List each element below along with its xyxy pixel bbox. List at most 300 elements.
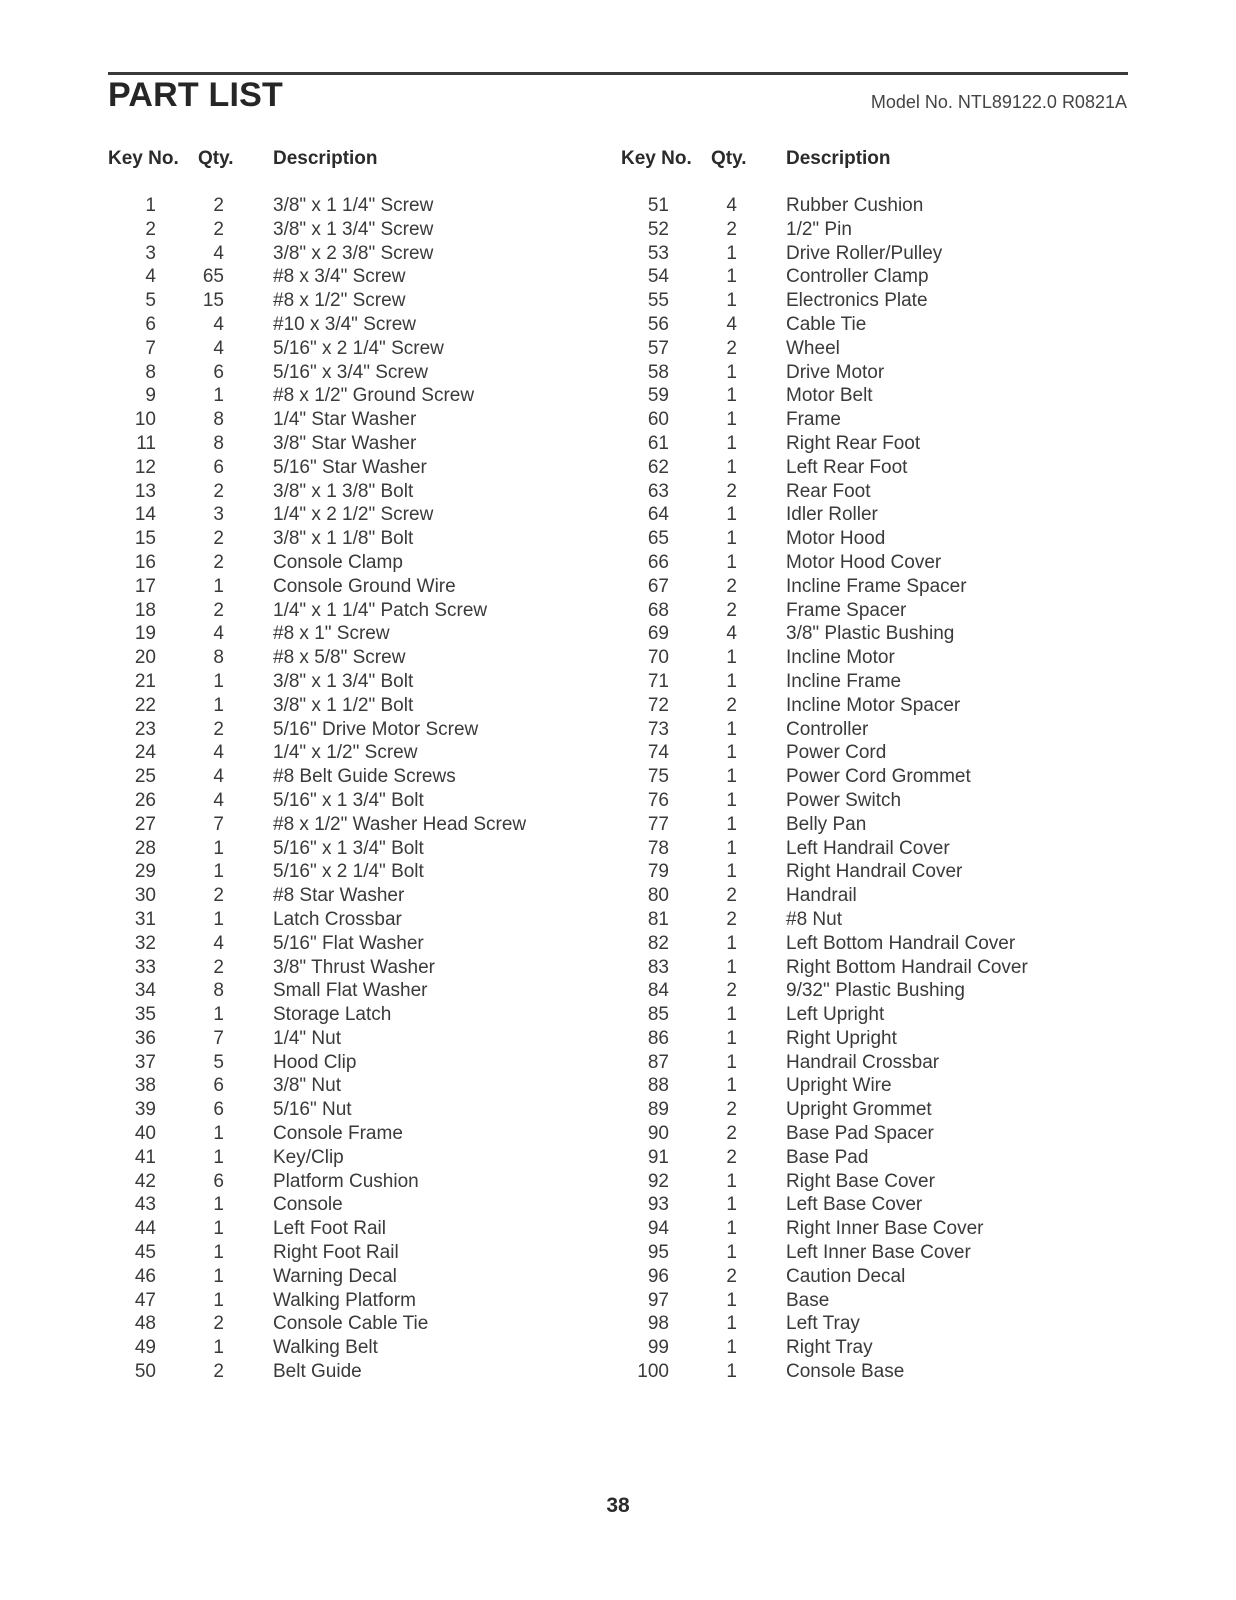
part-row [621, 1217, 1081, 1241]
part-quantity: 1 [213, 1218, 224, 1240]
part-description: Drive Roller/Pulley [786, 242, 943, 264]
part-key-number: 1 [145, 195, 156, 216]
part-row [621, 956, 1081, 980]
part-description: Warning Decal [273, 1265, 397, 1287]
part-key-number: 6 [145, 313, 156, 335]
part-row [621, 432, 1081, 456]
part-description: Hood Clip [273, 1051, 357, 1073]
part-key-number: 74 [647, 742, 669, 764]
part-description: Right Inner Base Cover [786, 1218, 984, 1240]
part-key-number: 99 [647, 1337, 669, 1359]
part-quantity: 1 [726, 718, 737, 740]
part-key-number: 7 [145, 337, 156, 359]
part-key-number: 75 [647, 766, 669, 788]
part-quantity: 1 [213, 1337, 224, 1359]
part-row [621, 1289, 1081, 1313]
part-description: Belly Pan [786, 813, 867, 835]
part-quantity: 1 [726, 1027, 737, 1049]
part-row [621, 456, 1081, 480]
page-number: 38 [606, 1494, 630, 1517]
part-description: Walking Platform [273, 1289, 416, 1311]
part-key-number: 69 [647, 623, 669, 645]
part-row [621, 1241, 1081, 1265]
part-quantity: 1 [213, 1242, 224, 1264]
part-key-number: 64 [647, 504, 669, 526]
part-key-number: 95 [647, 1242, 669, 1264]
part-key-number: 48 [134, 1313, 156, 1335]
part-key-number: 97 [647, 1289, 669, 1311]
part-key-number: 91 [647, 1146, 669, 1168]
part-description: Platform Cushion [273, 1170, 419, 1192]
part-description: 5/16" x 1 3/4" Bolt [273, 837, 424, 859]
part-description: Left Tray [786, 1313, 860, 1335]
part-quantity: 4 [213, 789, 224, 811]
part-row [108, 289, 568, 313]
part-description: Right Bottom Handrail Cover [786, 956, 1028, 978]
part-key-number: 90 [647, 1123, 669, 1145]
part-row [621, 1122, 1081, 1146]
part-description: 5/16" Drive Motor Screw [273, 718, 479, 740]
part-row [108, 1098, 568, 1122]
part-row [621, 408, 1081, 432]
part-quantity: 1 [726, 1004, 737, 1026]
part-row [621, 1360, 1081, 1384]
part-row [108, 1193, 568, 1217]
part-key-number: 24 [134, 742, 156, 764]
part-quantity: 2 [726, 1146, 737, 1168]
part-row [108, 718, 568, 742]
part-description: Incline Motor [786, 647, 895, 669]
part-key-number: 50 [134, 1361, 156, 1383]
part-row [108, 1027, 568, 1051]
part-quantity: 1 [726, 432, 737, 454]
part-row [621, 242, 1081, 266]
part-quantity: 1 [726, 1289, 737, 1311]
part-key-number: 20 [134, 647, 156, 669]
part-description: Left Bottom Handrail Cover [786, 932, 1016, 954]
part-quantity: 1 [213, 837, 224, 859]
part-quantity: 8 [213, 409, 224, 431]
part-description: 3/8" x 2 3/8" Screw [273, 242, 434, 264]
part-row [108, 646, 568, 670]
part-key-number: 39 [134, 1099, 156, 1121]
part-key-number: 89 [647, 1099, 669, 1121]
part-quantity: 1 [726, 837, 737, 859]
part-row [621, 979, 1081, 1003]
part-quantity: 4 [213, 313, 224, 335]
part-quantity: 1 [213, 861, 224, 883]
part-row [108, 194, 568, 218]
part-description: 9/32" Plastic Bushing [786, 980, 965, 1002]
part-quantity: 4 [213, 242, 224, 264]
key-no-header: Key No. [108, 148, 179, 169]
part-description: Rubber Cushion [786, 195, 924, 216]
part-description: 5/16" x 2 1/4" Bolt [273, 861, 424, 883]
part-description: #8 Nut [786, 908, 842, 930]
part-description: 1/4" x 1/2" Screw [273, 742, 418, 764]
part-description: 1/4" x 2 1/2" Screw [273, 504, 434, 526]
part-key-number: 72 [647, 694, 669, 716]
part-description: Handrail Crossbar [786, 1051, 940, 1073]
part-row [108, 218, 568, 242]
part-quantity: 1 [726, 551, 737, 573]
part-row [108, 1003, 568, 1027]
part-quantity: 1 [726, 1313, 737, 1335]
part-row [108, 432, 568, 456]
part-key-number: 14 [134, 504, 156, 526]
part-key-number: 53 [647, 242, 669, 264]
part-quantity: 6 [213, 361, 224, 383]
part-row [621, 741, 1081, 765]
part-quantity: 1 [726, 932, 737, 954]
part-description: 5/16" x 2 1/4" Screw [273, 337, 444, 359]
part-description: #8 x 1/2" Screw [273, 290, 406, 312]
part-row [108, 956, 568, 980]
page-title: PART LIST [108, 76, 283, 114]
part-description: Incline Frame [786, 670, 902, 692]
part-key-number: 93 [647, 1194, 669, 1216]
part-description: Handrail [786, 885, 857, 907]
part-row [108, 622, 568, 646]
part-row [108, 741, 568, 765]
part-quantity: 8 [213, 980, 224, 1002]
part-description: #8 Star Washer [273, 885, 405, 907]
part-description: Controller Clamp [786, 266, 929, 288]
part-row [621, 1193, 1081, 1217]
part-quantity: 1 [213, 1194, 224, 1216]
part-key-number: 28 [134, 837, 156, 859]
part-key-number: 83 [647, 956, 669, 978]
part-quantity: 2 [726, 694, 737, 716]
part-quantity: 4 [726, 195, 737, 216]
part-quantity: 1 [726, 1242, 737, 1264]
part-row [621, 337, 1081, 361]
part-description: Console Ground Wire [273, 575, 456, 597]
part-row [621, 837, 1081, 861]
part-quantity: 1 [726, 385, 737, 407]
part-description: Cable Tie [786, 313, 867, 335]
part-row [108, 480, 568, 504]
part-row [108, 837, 568, 861]
part-key-number: 76 [647, 789, 669, 811]
part-row [621, 813, 1081, 837]
part-row [108, 313, 568, 337]
part-description: 5/16" x 3/4" Screw [273, 361, 429, 383]
part-key-number: 81 [647, 908, 669, 930]
part-quantity: 2 [726, 337, 737, 359]
part-key-number: 18 [134, 599, 156, 621]
part-row [621, 1265, 1081, 1289]
part-quantity: 2 [726, 575, 737, 597]
part-description: #8 Belt Guide Screws [273, 766, 456, 788]
part-key-number: 41 [134, 1146, 156, 1168]
part-row [108, 599, 568, 623]
part-row [108, 527, 568, 551]
part-quantity: 2 [726, 980, 737, 1002]
part-key-number: 45 [134, 1242, 156, 1264]
part-key-number: 46 [134, 1265, 156, 1287]
part-quantity: 2 [213, 195, 224, 216]
part-key-number: 62 [647, 456, 669, 478]
part-key-number: 92 [647, 1170, 669, 1192]
parts-column-right [621, 148, 1081, 1384]
part-description: Incline Frame Spacer [786, 575, 967, 597]
part-row [108, 908, 568, 932]
part-description: Console Frame [273, 1123, 403, 1145]
part-row [621, 361, 1081, 385]
part-row [621, 932, 1081, 956]
part-key-number: 5 [145, 290, 156, 312]
part-quantity: 1 [726, 789, 737, 811]
part-description: Motor Hood [786, 528, 886, 550]
part-row [621, 908, 1081, 932]
part-key-number: 26 [134, 789, 156, 811]
part-quantity: 7 [213, 813, 224, 835]
part-row [621, 1098, 1081, 1122]
part-key-number: 40 [134, 1123, 156, 1145]
part-key-number: 67 [647, 575, 669, 597]
part-key-number: 37 [134, 1051, 156, 1073]
part-row [108, 265, 568, 289]
part-description: Incline Motor Spacer [786, 694, 961, 716]
part-row [621, 1170, 1081, 1194]
part-row [621, 1051, 1081, 1075]
part-row [621, 694, 1081, 718]
part-row [108, 1289, 568, 1313]
parts-list-left [108, 194, 568, 1384]
part-key-number: 44 [134, 1218, 156, 1240]
part-quantity: 1 [213, 670, 224, 692]
part-description: Right Tray [786, 1337, 873, 1359]
part-quantity: 5 [213, 1051, 224, 1073]
part-quantity: 6 [213, 456, 224, 478]
part-quantity: 6 [213, 1099, 224, 1121]
part-description: 3/8" Plastic Bushing [786, 623, 955, 645]
part-quantity: 1 [213, 908, 224, 930]
part-key-number: 33 [134, 956, 156, 978]
part-key-number: 43 [134, 1194, 156, 1216]
part-key-number: 31 [134, 908, 156, 930]
qty-header: Qty. [711, 148, 747, 169]
part-row [108, 884, 568, 908]
part-key-number: 88 [647, 1075, 669, 1097]
part-quantity: 1 [726, 528, 737, 550]
part-description: Base [786, 1289, 830, 1311]
part-quantity: 1 [726, 1051, 737, 1073]
part-description: Console Base [786, 1361, 905, 1383]
part-quantity: 2 [726, 1265, 737, 1287]
part-key-number: 30 [134, 885, 156, 907]
part-description: #8 x 1" Screw [273, 623, 390, 645]
part-quantity: 1 [726, 266, 737, 288]
part-description: Right Upright [786, 1027, 897, 1049]
part-quantity: 2 [726, 885, 737, 907]
part-key-number: 96 [647, 1265, 669, 1287]
part-row [621, 789, 1081, 813]
part-row [621, 622, 1081, 646]
part-key-number: 56 [647, 313, 669, 335]
part-row [108, 408, 568, 432]
part-key-number: 17 [134, 575, 156, 597]
part-description: #8 x 3/4" Screw [273, 266, 406, 288]
part-key-number: 61 [647, 432, 669, 454]
part-description: #10 x 3/4" Screw [273, 313, 416, 335]
part-row [108, 1336, 568, 1360]
part-description: 3/8" x 1 1/8" Bolt [273, 528, 414, 550]
part-description: 3/8" x 1 3/4" Bolt [273, 670, 414, 692]
part-row [108, 1217, 568, 1241]
part-row [621, 503, 1081, 527]
part-key-number: 25 [134, 766, 156, 788]
part-quantity: 1 [726, 456, 737, 478]
part-description: Latch Crossbar [273, 908, 402, 930]
part-row [621, 480, 1081, 504]
part-quantity: 15 [202, 290, 224, 312]
part-row [108, 1312, 568, 1336]
part-description: Console Cable Tie [273, 1313, 429, 1335]
part-quantity: 1 [726, 290, 737, 312]
part-description: 3/8" x 1 3/4" Screw [273, 218, 434, 240]
part-key-number: 29 [134, 861, 156, 883]
part-quantity: 2 [213, 218, 224, 240]
part-row [108, 813, 568, 837]
parts-column-left [108, 148, 568, 1384]
part-row [108, 337, 568, 361]
part-quantity: 1 [726, 242, 737, 264]
model-number: Model No. NTL89122.0 R0821A [870, 92, 1127, 112]
part-row [108, 575, 568, 599]
part-description: 5/16" x 1 3/4" Bolt [273, 789, 424, 811]
part-description: 3/8" Nut [273, 1075, 342, 1097]
part-key-number: 54 [647, 266, 669, 288]
part-quantity: 6 [213, 1075, 224, 1097]
part-row [621, 860, 1081, 884]
part-key-number: 73 [647, 718, 669, 740]
part-description: Right Foot Rail [273, 1242, 399, 1264]
part-key-number: 35 [134, 1004, 156, 1026]
part-key-number: 65 [647, 528, 669, 550]
column-header [108, 148, 568, 174]
part-description: Upright Grommet [786, 1099, 932, 1121]
part-key-number: 79 [647, 861, 669, 883]
part-quantity: 1 [726, 647, 737, 669]
part-quantity: 2 [726, 599, 737, 621]
part-quantity: 1 [726, 766, 737, 788]
part-description: 1/4" Star Washer [273, 409, 417, 431]
part-key-number: 16 [134, 551, 156, 573]
part-row [621, 670, 1081, 694]
part-description: 3/8" x 1 3/8" Bolt [273, 480, 414, 502]
part-row [108, 1170, 568, 1194]
part-key-number: 19 [134, 623, 156, 645]
description-header: Description [273, 148, 378, 169]
part-description: Electronics Plate [786, 290, 928, 312]
part-row [621, 1074, 1081, 1098]
part-key-number: 23 [134, 718, 156, 740]
part-key-number: 10 [134, 409, 156, 431]
part-quantity: 4 [726, 623, 737, 645]
part-quantity: 2 [213, 599, 224, 621]
part-key-number: 15 [134, 528, 156, 550]
header-rule [108, 72, 1128, 75]
part-description: Idler Roller [786, 504, 878, 526]
part-description: Frame Spacer [786, 599, 907, 621]
part-key-number: 60 [647, 409, 669, 431]
part-description: Drive Motor [786, 361, 885, 383]
part-key-number: 59 [647, 385, 669, 407]
part-quantity: 1 [726, 861, 737, 883]
part-description: Right Base Cover [786, 1170, 935, 1192]
part-description: Left Handrail Cover [786, 837, 950, 859]
part-quantity: 2 [213, 956, 224, 978]
part-quantity: 65 [202, 266, 224, 288]
part-key-number: 34 [134, 980, 156, 1002]
part-quantity: 1 [213, 1004, 224, 1026]
part-description: 5/16" Flat Washer [273, 932, 424, 954]
part-quantity: 1 [726, 1361, 737, 1383]
part-row [621, 718, 1081, 742]
part-description: 3/8" Thrust Washer [273, 956, 435, 978]
part-key-number: 52 [647, 218, 669, 240]
part-row [621, 884, 1081, 908]
part-key-number: 100 [637, 1361, 669, 1383]
part-quantity: 1 [726, 670, 737, 692]
part-row [108, 361, 568, 385]
part-row [621, 1027, 1081, 1051]
part-row [621, 1336, 1081, 1360]
part-description: Power Switch [786, 789, 902, 811]
description-header: Description [786, 148, 891, 169]
part-description: Left Rear Foot [786, 456, 908, 478]
part-row [108, 860, 568, 884]
part-quantity: 2 [213, 885, 224, 907]
part-description: Rear Foot [786, 480, 871, 502]
part-key-number: 84 [647, 980, 669, 1002]
part-row [108, 1074, 568, 1098]
part-key-number: 68 [647, 599, 669, 621]
part-row [108, 1146, 568, 1170]
part-row [621, 1312, 1081, 1336]
part-key-number: 85 [647, 1004, 669, 1026]
part-key-number: 70 [647, 647, 669, 669]
part-description: 5/16" Nut [273, 1099, 352, 1121]
part-row [108, 932, 568, 956]
part-quantity: 1 [726, 813, 737, 835]
column-header [621, 148, 1081, 174]
part-quantity: 1 [726, 361, 737, 383]
part-quantity: 1 [213, 1123, 224, 1145]
part-description: Upright Wire [786, 1075, 892, 1097]
part-key-number: 21 [134, 670, 156, 692]
part-key-number: 63 [647, 480, 669, 502]
part-key-number: 78 [647, 837, 669, 859]
part-key-number: 82 [647, 932, 669, 954]
part-description: #8 x 5/8" Screw [273, 647, 406, 669]
part-row [621, 265, 1081, 289]
part-key-number: 94 [647, 1218, 669, 1240]
part-description: 1/4" x 1 1/4" Patch Screw [273, 599, 488, 621]
part-description: Motor Belt [786, 385, 873, 407]
part-key-number: 36 [134, 1027, 156, 1049]
part-description: Power Cord Grommet [786, 766, 971, 788]
part-description: Left Upright [786, 1004, 885, 1026]
part-description: Right Handrail Cover [786, 861, 963, 883]
part-key-number: 32 [134, 932, 156, 954]
part-row [108, 979, 568, 1003]
part-quantity: 1 [213, 575, 224, 597]
part-quantity: 1 [726, 1218, 737, 1240]
part-description: Wheel [786, 337, 840, 359]
